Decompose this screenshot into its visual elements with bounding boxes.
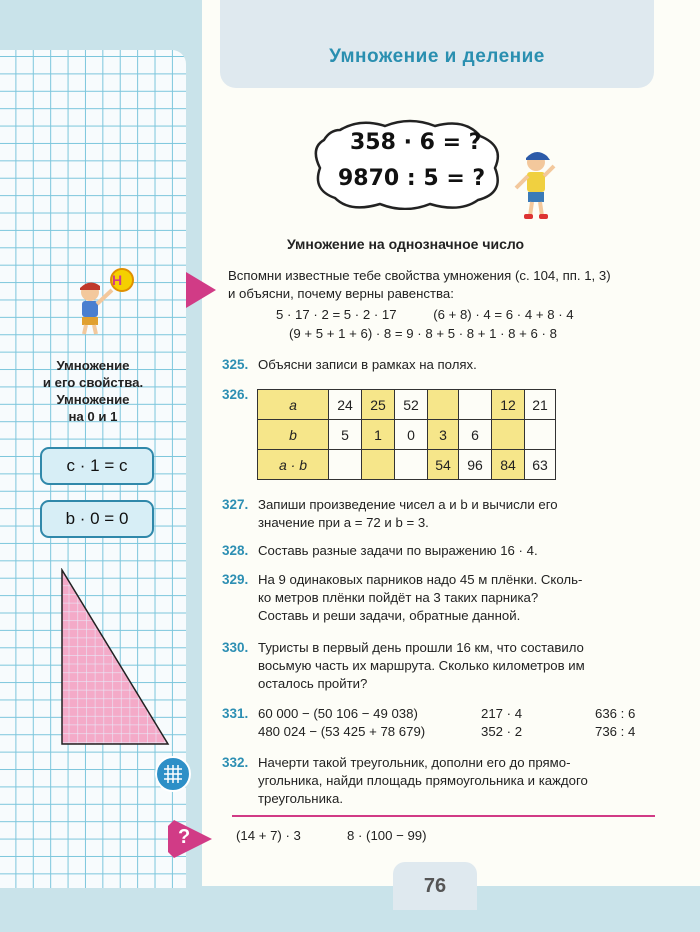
task-331-number: 331.	[222, 706, 249, 721]
cloud-equation-1: 358 · 6 = ?	[350, 130, 482, 155]
task-331-expr-b1: 217 · 4	[481, 706, 523, 721]
grid-icon	[155, 756, 191, 792]
sidebar-topic-2: и его свойства.	[42, 375, 144, 390]
task-332-number: 332.	[222, 755, 249, 770]
task-327-number: 327.	[222, 497, 249, 512]
task-328-text: Составь разные задачи по выражению 16 · 4.	[258, 543, 538, 558]
table-cell: 52	[395, 390, 428, 420]
table-cell: 21	[525, 390, 556, 420]
boy-illustration	[510, 148, 560, 220]
task-331-expr-a1: 60 000 − (50 106 − 49 038)	[258, 706, 418, 721]
sidebar-topic-1: Умножение	[56, 358, 130, 373]
rule-multiply-zero: b · 0 = 0	[65, 509, 129, 528]
task-329-line-3: Составь и реши задачи, обратные данной.	[258, 608, 521, 623]
bottom-expression-1: (14 + 7) · 3	[236, 828, 301, 843]
table-cell: 54	[428, 450, 459, 480]
table-cell	[362, 450, 395, 480]
task-329-number: 329.	[222, 572, 249, 587]
task-331-expr-c2: 736 : 4	[595, 724, 636, 739]
table-row	[258, 390, 556, 420]
intro-line-1: Вспомни известные тебе свойства умножения (с. 104, пп. 1, 3)	[228, 268, 611, 283]
section-title: Умножение на однозначное число	[287, 236, 525, 252]
page-title: Умножение и деление	[329, 46, 545, 67]
cloud-equation-2: 9870 : 5 = ?	[338, 166, 486, 191]
title-bar	[220, 0, 654, 88]
table-cell: 96	[459, 450, 492, 480]
table-row-label-ab: a · b	[258, 450, 329, 480]
task-330-line-3: осталось пройти?	[258, 676, 368, 691]
intro-equation-2: (9 + 5 + 1 + 6) · 8 = 9 · 8 + 5 · 8 + 1 · 8 + 6 · 8	[289, 326, 557, 341]
rule-box-multiply-zero	[40, 500, 154, 538]
table-row	[258, 420, 556, 450]
table-row	[258, 450, 556, 480]
table-cell: 25	[362, 390, 395, 420]
task-331-expr-b2: 352 · 2	[481, 724, 523, 739]
task-331-expr-c1: 636 : 6	[595, 706, 636, 721]
divider	[232, 815, 655, 817]
task-327-line-1: Запиши произведение чисел a и b и вычисли его	[258, 497, 558, 512]
table-row-label-b: b	[258, 420, 329, 450]
table-cell: 0	[395, 420, 428, 450]
rule-box-multiply-one	[40, 447, 154, 485]
task-330-line-2: восьмую часть их маршрута. Сколько километров им	[258, 658, 585, 673]
task-325-number: 325.	[222, 357, 249, 372]
table-cell	[525, 420, 556, 450]
page-number: 76	[393, 862, 477, 910]
task-330-line-1: Туристы в первый день прошли 16 км, что составило	[258, 640, 584, 655]
sidebar-topic-4: на 0 и 1	[68, 409, 118, 424]
table-cell	[492, 420, 525, 450]
task-332-line-3: треугольника.	[258, 791, 343, 806]
table-cell: 6	[459, 420, 492, 450]
table-cell: 1	[362, 420, 395, 450]
boy-with-badge-illustration	[64, 268, 136, 338]
pointer-triangle	[186, 272, 216, 308]
pink-triangle-figure	[60, 568, 170, 746]
table-cell: 3	[428, 420, 459, 450]
task-332-line-2: угольника, найди площадь прямоугольника и каждого	[258, 773, 588, 788]
task-332-line-1: Начерти такой треугольник, дополни его до прямо-	[258, 755, 571, 770]
intro-equation-1: 5 · 17 · 2 = 5 · 2 · 17 (6 + 8) · 4 = 6 · 4 + 8 · 4	[276, 307, 574, 322]
task-328-number: 328.	[222, 543, 249, 558]
bottom-expression-2: 8 · (100 − 99)	[347, 828, 427, 843]
table-cell	[329, 450, 362, 480]
table-cell	[395, 450, 428, 480]
table-cell	[428, 390, 459, 420]
task-327-line-2: значение при a = 72 и b = 3.	[258, 515, 429, 530]
table-cell: 5	[329, 420, 362, 450]
task-325-text: Объясни записи в рамках на полях.	[258, 357, 477, 372]
sidebar-topic-3: Умножение	[56, 392, 130, 407]
task-326-number: 326.	[222, 387, 249, 402]
table-cell: 63	[525, 450, 556, 480]
task-329-line-2: ко метров плёнки пойдёт на 3 таких парника?	[258, 590, 539, 605]
badge-letter: Н	[112, 272, 123, 288]
table-cell: 12	[492, 390, 525, 420]
task-330-number: 330.	[222, 640, 249, 655]
intro-line-2: и объясни, почему верны равенства:	[228, 286, 454, 301]
task-329-line-1: На 9 одинаковых парников надо 45 м плёнки. Сколь-	[258, 572, 583, 587]
task-331-expr-a2: 480 024 − (53 425 + 78 679)	[258, 724, 426, 739]
question-mark-text: ?	[178, 826, 191, 848]
rule-multiply-one: c · 1 = c	[66, 456, 128, 475]
table-cell	[459, 390, 492, 420]
table-cell: 24	[329, 390, 362, 420]
table-cell: 84	[492, 450, 525, 480]
values-table	[257, 389, 556, 480]
table-row-label-a: a	[258, 390, 329, 420]
